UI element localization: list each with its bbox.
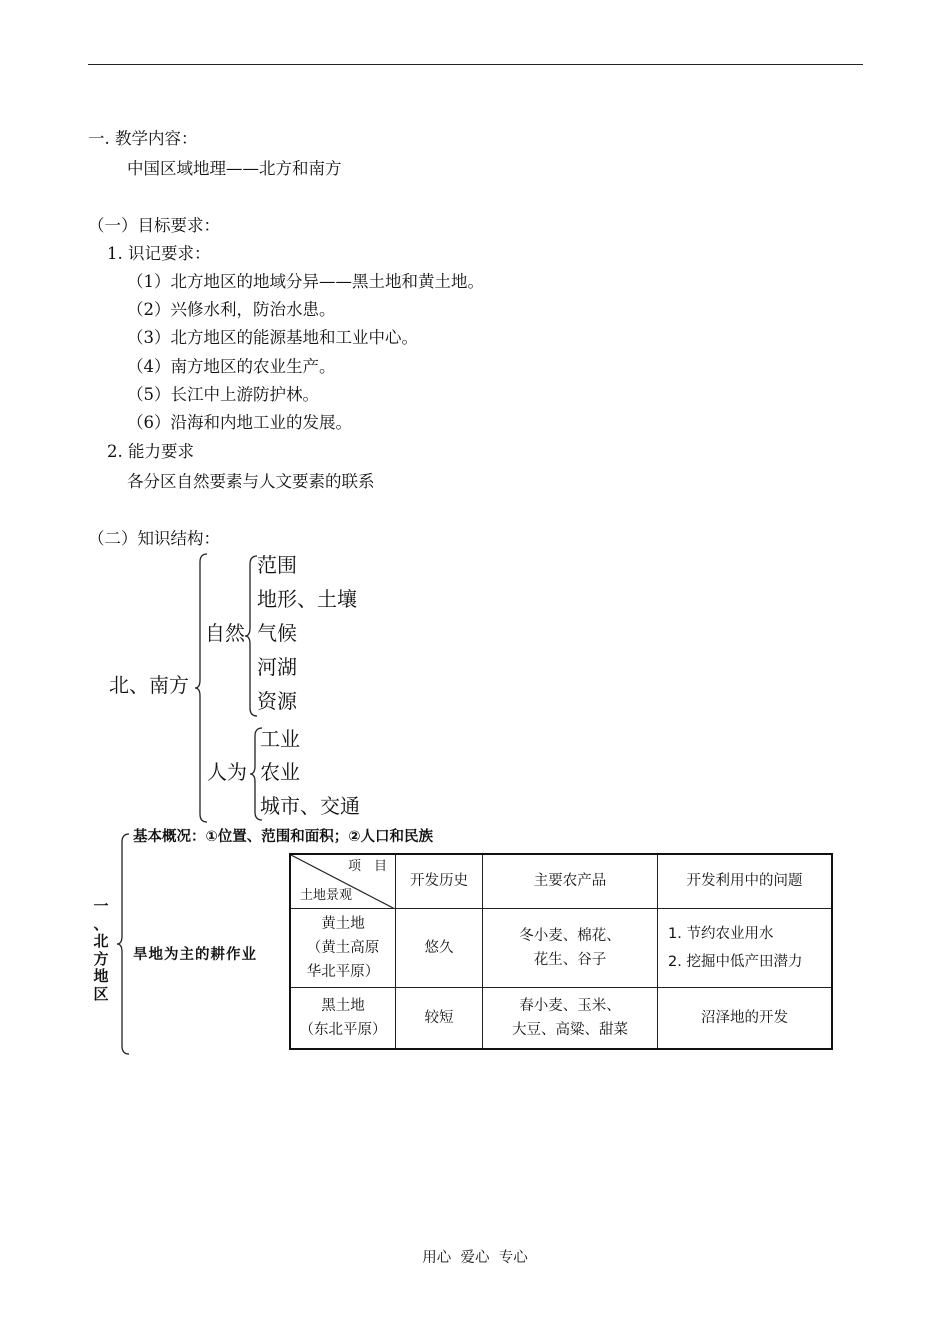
goal-item: （1）北方地区的地域分异——黑土地和黄土地。	[127, 272, 484, 291]
goal-item: （4）南方地区的农业生产。	[127, 357, 336, 376]
natural-item: 资源	[257, 689, 297, 713]
natural-item: 气候	[257, 621, 297, 645]
table-diagonal-header	[290, 854, 396, 908]
goal-item: （5）长江中上游防护林。	[127, 385, 319, 404]
natural-item: 地形、土壤	[257, 587, 357, 611]
land-line: （东北平原）	[299, 1021, 387, 1038]
north-label-char: 区	[93, 984, 109, 1003]
land-line: 黑土地	[321, 997, 365, 1014]
diag-bottom-label: 土地景观	[300, 887, 353, 903]
table-header: 开发历史	[396, 854, 483, 908]
north-label-char: 方	[93, 949, 109, 968]
table-header: 主要农产品	[483, 854, 658, 908]
table-row	[290, 987, 832, 1049]
product-line: 冬小麦、棉花、	[519, 927, 621, 944]
land-line: 华北平原）	[306, 963, 380, 980]
north-label-char: 北	[93, 932, 109, 950]
products-cell	[483, 987, 658, 1049]
root-brace-icon	[194, 552, 208, 824]
ability-text: 各分区自然要素与人文要素的联系	[127, 472, 375, 491]
natural-item: 范围	[257, 553, 297, 577]
human-label: 人为	[207, 760, 247, 784]
table-row	[290, 908, 832, 987]
north-label-char: 一	[93, 897, 109, 915]
problem-line: 1. 节约农业用水	[668, 925, 774, 942]
products-cell	[483, 908, 658, 987]
land-table	[289, 853, 833, 1050]
goal-item: （2）兴修水利，防治水患。	[127, 300, 336, 319]
land-cell	[290, 987, 396, 1049]
product-line: 春小麦、玉米、	[519, 997, 621, 1014]
north-overview: 基本概况：①位置、范围和面积；②人口和民族	[133, 829, 434, 845]
land-line: 黄土地	[321, 915, 365, 932]
dryland-farming-label: 旱地为主的耕作业	[133, 947, 257, 963]
section-heading: 一. 教学内容：	[88, 129, 198, 148]
structure-root: 北、南方	[109, 673, 189, 697]
north-brace-icon	[116, 832, 130, 1056]
table-header: 开发利用中的问题	[658, 854, 833, 908]
page-footer: 用心 爱心 专心	[422, 1250, 528, 1266]
topic-title: 中国区域地理——北方和南方	[127, 159, 342, 178]
structure-heading: （二）知识结构：	[88, 529, 220, 548]
natural-brace-icon	[244, 554, 258, 718]
history-cell: 较短	[396, 987, 483, 1049]
land-cell	[290, 908, 396, 987]
problems-cell: 沼泽地的开发	[658, 987, 833, 1049]
natural-item: 河湖	[257, 655, 297, 679]
history-cell: 悠久	[396, 908, 483, 987]
ability-heading: 2. 能力要求	[107, 442, 194, 461]
human-item: 工业	[260, 727, 300, 751]
problems-cell	[658, 908, 833, 987]
land-line: （黄土高原	[306, 939, 380, 956]
goal-item: （6）沿海和内地工业的发展。	[127, 413, 352, 432]
human-item: 农业	[260, 760, 300, 784]
natural-label: 自然	[205, 621, 245, 645]
product-line: 大豆、高粱、甜菜	[512, 1021, 628, 1038]
human-item: 城市、交通	[260, 794, 360, 818]
north-label-char: 、	[93, 914, 109, 933]
product-line: 花生、谷子	[533, 951, 607, 968]
goal-item: （3）北方地区的能源基地和工业中心。	[127, 328, 418, 347]
goals-heading: （一）目标要求：	[88, 216, 220, 235]
diag-top-label: 项 目	[347, 859, 387, 874]
north-label-char: 地	[93, 967, 109, 985]
problem-line: 2. 挖掘中低产田潜力	[668, 953, 803, 970]
header-rule	[88, 64, 863, 65]
north-region-label	[89, 898, 113, 1003]
memory-heading: 1. 识记要求：	[107, 244, 211, 263]
